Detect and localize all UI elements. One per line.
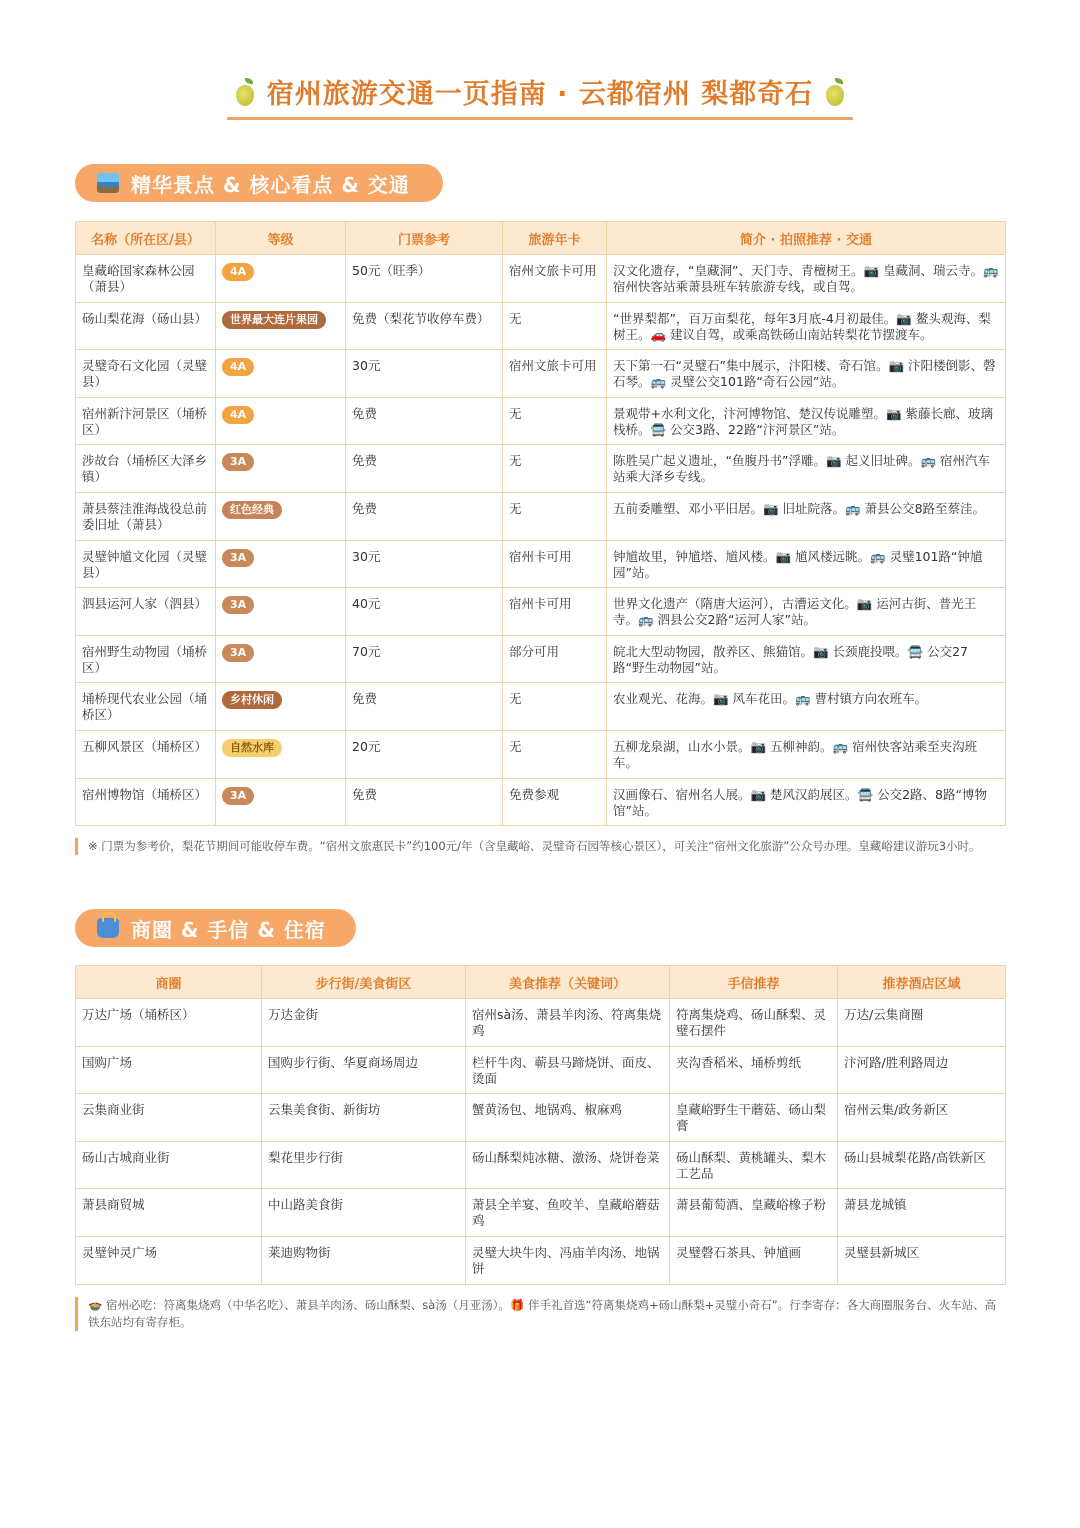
section-heading-shopping	[75, 909, 356, 947]
pass-availability: 免费参观	[503, 778, 607, 826]
food-recommendation: 宿州sà汤、萧县羊肉汤、符离集烧鸡	[466, 999, 670, 1047]
attraction-intro: 五柳龙泉湖，山水小景。📷 五柳神韵。🚌 宿州快客站乘至夹沟班车。	[607, 730, 1006, 778]
page-title	[227, 72, 853, 120]
food-recommendation: 萧县全羊宴、鱼咬羊、皇藏峪蘑菇鸡	[466, 1189, 670, 1237]
column-header: 美食推荐（关键词）	[466, 966, 670, 999]
pass-availability: 宿州文旅卡可用	[503, 255, 607, 303]
attraction-name: 涉故台（埇桥区大泽乡镇）	[76, 445, 216, 493]
level-badge: 3A	[222, 596, 254, 614]
column-header: 门票参考	[346, 222, 503, 255]
level-badge: 4A	[222, 406, 254, 424]
level-badge: 4A	[222, 358, 254, 376]
pass-availability: 宿州文旅卡可用	[503, 350, 607, 398]
table-row	[76, 683, 1006, 731]
table-row	[76, 999, 1006, 1047]
ticket-price: 30元	[346, 350, 503, 398]
table-row	[76, 1046, 1006, 1094]
attraction-intro: 汉文化遗存，“皇藏洞”、天门寺、青檀树王。📷 皇藏洞、瑞云寺。🚌 宿州快客站乘萧县班车转旅游专线，或自驾。	[607, 255, 1006, 303]
shopping-table	[75, 965, 1006, 1285]
attractions-note: ※ 门票为参考价，梨花节期间可能收停车费。“宿州文旅惠民卡”约100元/年（含皇藏峪、灵璧奇石园等核心景区），可关注“宿州文化旅游”公众号办理。皇藏峪建议游玩3小时。	[75, 838, 1006, 855]
pass-availability: 无	[503, 397, 607, 445]
landscape-icon	[97, 173, 119, 193]
attraction-intro: 景观带+水利文化，汴河博物馆、楚汉传说雕塑。📷 紫藤长廊、玻璃栈桥。🚍 公交3路、22路“汴河景区”站。	[607, 397, 1006, 445]
attraction-intro: 皖北大型动物园，散养区、熊猫馆。📷 长颈鹿投喂。🚍 公交27路“野生动物园”站。	[607, 635, 1006, 683]
pass-availability: 无	[503, 730, 607, 778]
district-name: 萧县商贸城	[76, 1189, 262, 1237]
hotel-area: 汴河路/胜利路周边	[838, 1046, 1006, 1094]
level-badge: 乡村休闲	[222, 691, 282, 709]
level-badge: 红色经典	[222, 501, 282, 519]
table-header-row	[76, 966, 1006, 999]
attractions-table	[75, 221, 1006, 826]
food-street: 云集美食街、新街坊	[262, 1094, 466, 1142]
table-row	[76, 635, 1006, 683]
food-street: 中山路美食街	[262, 1189, 466, 1237]
ticket-price: 免费	[346, 778, 503, 826]
column-header: 手信推荐	[670, 966, 838, 999]
food-street: 莱迪购物街	[262, 1236, 466, 1284]
attraction-name: 宿州新汴河景区（埇桥区）	[76, 397, 216, 445]
pass-availability: 宿州卡可用	[503, 588, 607, 636]
level-badge: 自然水库	[222, 739, 282, 757]
attraction-intro: 天下第一石“灵璧石”集中展示，汴阳楼、奇石馆。📷 汴阳楼倒影、磬石琴。🚌 灵璧公交101路“奇石公园”站。	[607, 350, 1006, 398]
level-badge: 3A	[222, 549, 254, 567]
ticket-price: 40元	[346, 588, 503, 636]
food-street: 万达金街	[262, 999, 466, 1047]
souvenir-recommendation: 灵璧磬石茶具、钟馗画	[670, 1236, 838, 1284]
food-recommendation: 栏杆牛肉、蕲县马蹄烧饼、面皮、烫面	[466, 1046, 670, 1094]
shopping-note: 🍲 宿州必吃：符离集烧鸡（中华名吃）、萧县羊肉汤、砀山酥梨、sà汤（月亚汤）。🎁 伴手礼首选“符离集烧鸡+砀山酥梨+灵璧小奇石”。行李寄存：各大商圈服务台、火车站、高铁东站均有寄存柜。	[75, 1297, 1006, 1331]
pass-availability: 无	[503, 492, 607, 540]
attraction-name: 宿州野生动物园（埇桥区）	[76, 635, 216, 683]
attraction-name: 五柳风景区（埇桥区）	[76, 730, 216, 778]
attraction-intro: 五前委雕塑、邓小平旧居。📷 旧址院落。🚌 萧县公交8路至蔡洼。	[607, 492, 1006, 540]
attraction-intro: 陈胜吴广起义遗址，“鱼腹丹书”浮雕。📷 起义旧址碑。🚌 宿州汽车站乘大泽乡专线。	[607, 445, 1006, 493]
hotel-area: 宿州云集/政务新区	[838, 1094, 1006, 1142]
table-row	[76, 445, 1006, 493]
attraction-name: 皇藏峪国家森林公园（萧县）	[76, 255, 216, 303]
table-row	[76, 302, 1006, 350]
attraction-intro: 农业观光、花海。📷 风车花田。🚌 曹村镇方向农班车。	[607, 683, 1006, 731]
table-row	[76, 397, 1006, 445]
pass-availability: 无	[503, 445, 607, 493]
attraction-name: 灵璧奇石文化园（灵璧县）	[76, 350, 216, 398]
table-header-row	[76, 222, 1006, 255]
title-bar	[0, 72, 1080, 120]
pass-availability: 宿州卡可用	[503, 540, 607, 588]
ticket-price: 20元	[346, 730, 503, 778]
section-heading-attractions	[75, 164, 443, 202]
district-name: 万达广场（埇桥区）	[76, 999, 262, 1047]
column-header: 商圈	[76, 966, 262, 999]
souvenir-recommendation: 萧县葡萄酒、皇藏峪橡子粉	[670, 1189, 838, 1237]
level-badge: 4A	[222, 263, 254, 281]
table-row	[76, 588, 1006, 636]
attraction-intro: 世界文化遗产（隋唐大运河），古漕运文化。📷 运河古街、普光王寺。🚌 泗县公交2路“运河人家”站。	[607, 588, 1006, 636]
attraction-name: 宿州博物馆（埇桥区）	[76, 778, 216, 826]
shopping-bag-icon	[97, 918, 119, 938]
table-row	[76, 1189, 1006, 1237]
ticket-price: 70元	[346, 635, 503, 683]
ticket-price: 免费	[346, 445, 503, 493]
attraction-intro: 钟馗故里，钟馗塔、馗风楼。📷 馗风楼远眺。🚌 灵璧101路“钟馗园”站。	[607, 540, 1006, 588]
souvenir-recommendation: 皇藏峪野生干蘑菇、砀山梨膏	[670, 1094, 838, 1142]
attraction-name: 萧县蔡洼淮海战役总前委旧址（萧县）	[76, 492, 216, 540]
hotel-area: 萧县龙城镇	[838, 1189, 1006, 1237]
attraction-name: 灵璧钟馗文化园（灵璧县）	[76, 540, 216, 588]
page-title-text: 宿州旅游交通一页指南 · 云都宿州 梨都奇石	[266, 79, 814, 110]
ticket-price: 免费	[346, 683, 503, 731]
column-header: 名称（所在区/县）	[76, 222, 216, 255]
district-name: 云集商业街	[76, 1094, 262, 1142]
level-badge: 3A	[222, 787, 254, 805]
attraction-name: 埇桥现代农业公园（埇桥区）	[76, 683, 216, 731]
table-row	[76, 1094, 1006, 1142]
souvenir-recommendation: 符离集烧鸡、砀山酥梨、灵璧石摆件	[670, 999, 838, 1047]
table-row	[76, 778, 1006, 826]
section-heading-text: 精华景点 & 核心看点 & 交通	[131, 172, 410, 197]
food-street: 梨花里步行街	[262, 1141, 466, 1189]
section-heading-text: 商圈 & 手信 & 住宿	[131, 917, 326, 942]
souvenir-recommendation: 砀山酥梨、黄桃罐头、梨木工艺品	[670, 1141, 838, 1189]
hotel-area: 万达/云集商圈	[838, 999, 1006, 1047]
district-name: 灵璧钟灵广场	[76, 1236, 262, 1284]
pass-availability: 部分可用	[503, 635, 607, 683]
food-recommendation: 灵璧大块牛肉、冯庙羊肉汤、地锅饼	[466, 1236, 670, 1284]
ticket-price: 30元	[346, 540, 503, 588]
level-badge: 3A	[222, 644, 254, 662]
food-street: 国购步行街、华夏商场周边	[262, 1046, 466, 1094]
table-row	[76, 350, 1006, 398]
district-name: 国购广场	[76, 1046, 262, 1094]
table-row	[76, 1236, 1006, 1284]
column-header: 等级	[216, 222, 346, 255]
attraction-name: 泗县运河人家（泗县）	[76, 588, 216, 636]
table-row	[76, 540, 1006, 588]
table-row	[76, 730, 1006, 778]
column-header: 步行街/美食街区	[262, 966, 466, 999]
hotel-area: 砀山县城梨花路/高铁新区	[838, 1141, 1006, 1189]
table-row	[76, 1141, 1006, 1189]
column-header: 推荐酒店区域	[838, 966, 1006, 999]
food-recommendation: 砀山酥梨炖冰糖、激汤、烧饼卷菜	[466, 1141, 670, 1189]
column-header: 简介 · 拍照推荐 · 交通	[607, 222, 1006, 255]
district-name: 砀山古城商业街	[76, 1141, 262, 1189]
attraction-name: 砀山梨花海（砀山县）	[76, 302, 216, 350]
level-badge: 3A	[222, 453, 254, 471]
table-row	[76, 492, 1006, 540]
column-header: 旅游年卡	[503, 222, 607, 255]
souvenir-recommendation: 夹沟香稻米、埇桥剪纸	[670, 1046, 838, 1094]
ticket-price: 免费（梨花节收停车费）	[346, 302, 503, 350]
attraction-intro: “世界梨都”，百万亩梨花，每年3月底-4月初最佳。📷 鳌头观海、梨树王。🚗 建议自驾，或乘高铁砀山南站转梨花节摆渡车。	[607, 302, 1006, 350]
ticket-price: 50元（旺季）	[346, 255, 503, 303]
level-badge: 世界最大连片果园	[222, 311, 326, 329]
attraction-intro: 汉画像石、宿州名人展。📷 楚风汉韵展区。🚍 公交2路、8路“博物馆”站。	[607, 778, 1006, 826]
pass-availability: 无	[503, 683, 607, 731]
pear-icon	[233, 77, 257, 107]
hotel-area: 灵璧县新城区	[838, 1236, 1006, 1284]
ticket-price: 免费	[346, 492, 503, 540]
pear-icon	[823, 77, 847, 107]
food-recommendation: 蟹黄汤包、地锅鸡、椒麻鸡	[466, 1094, 670, 1142]
pass-availability: 无	[503, 302, 607, 350]
ticket-price: 免费	[346, 397, 503, 445]
table-row	[76, 255, 1006, 303]
